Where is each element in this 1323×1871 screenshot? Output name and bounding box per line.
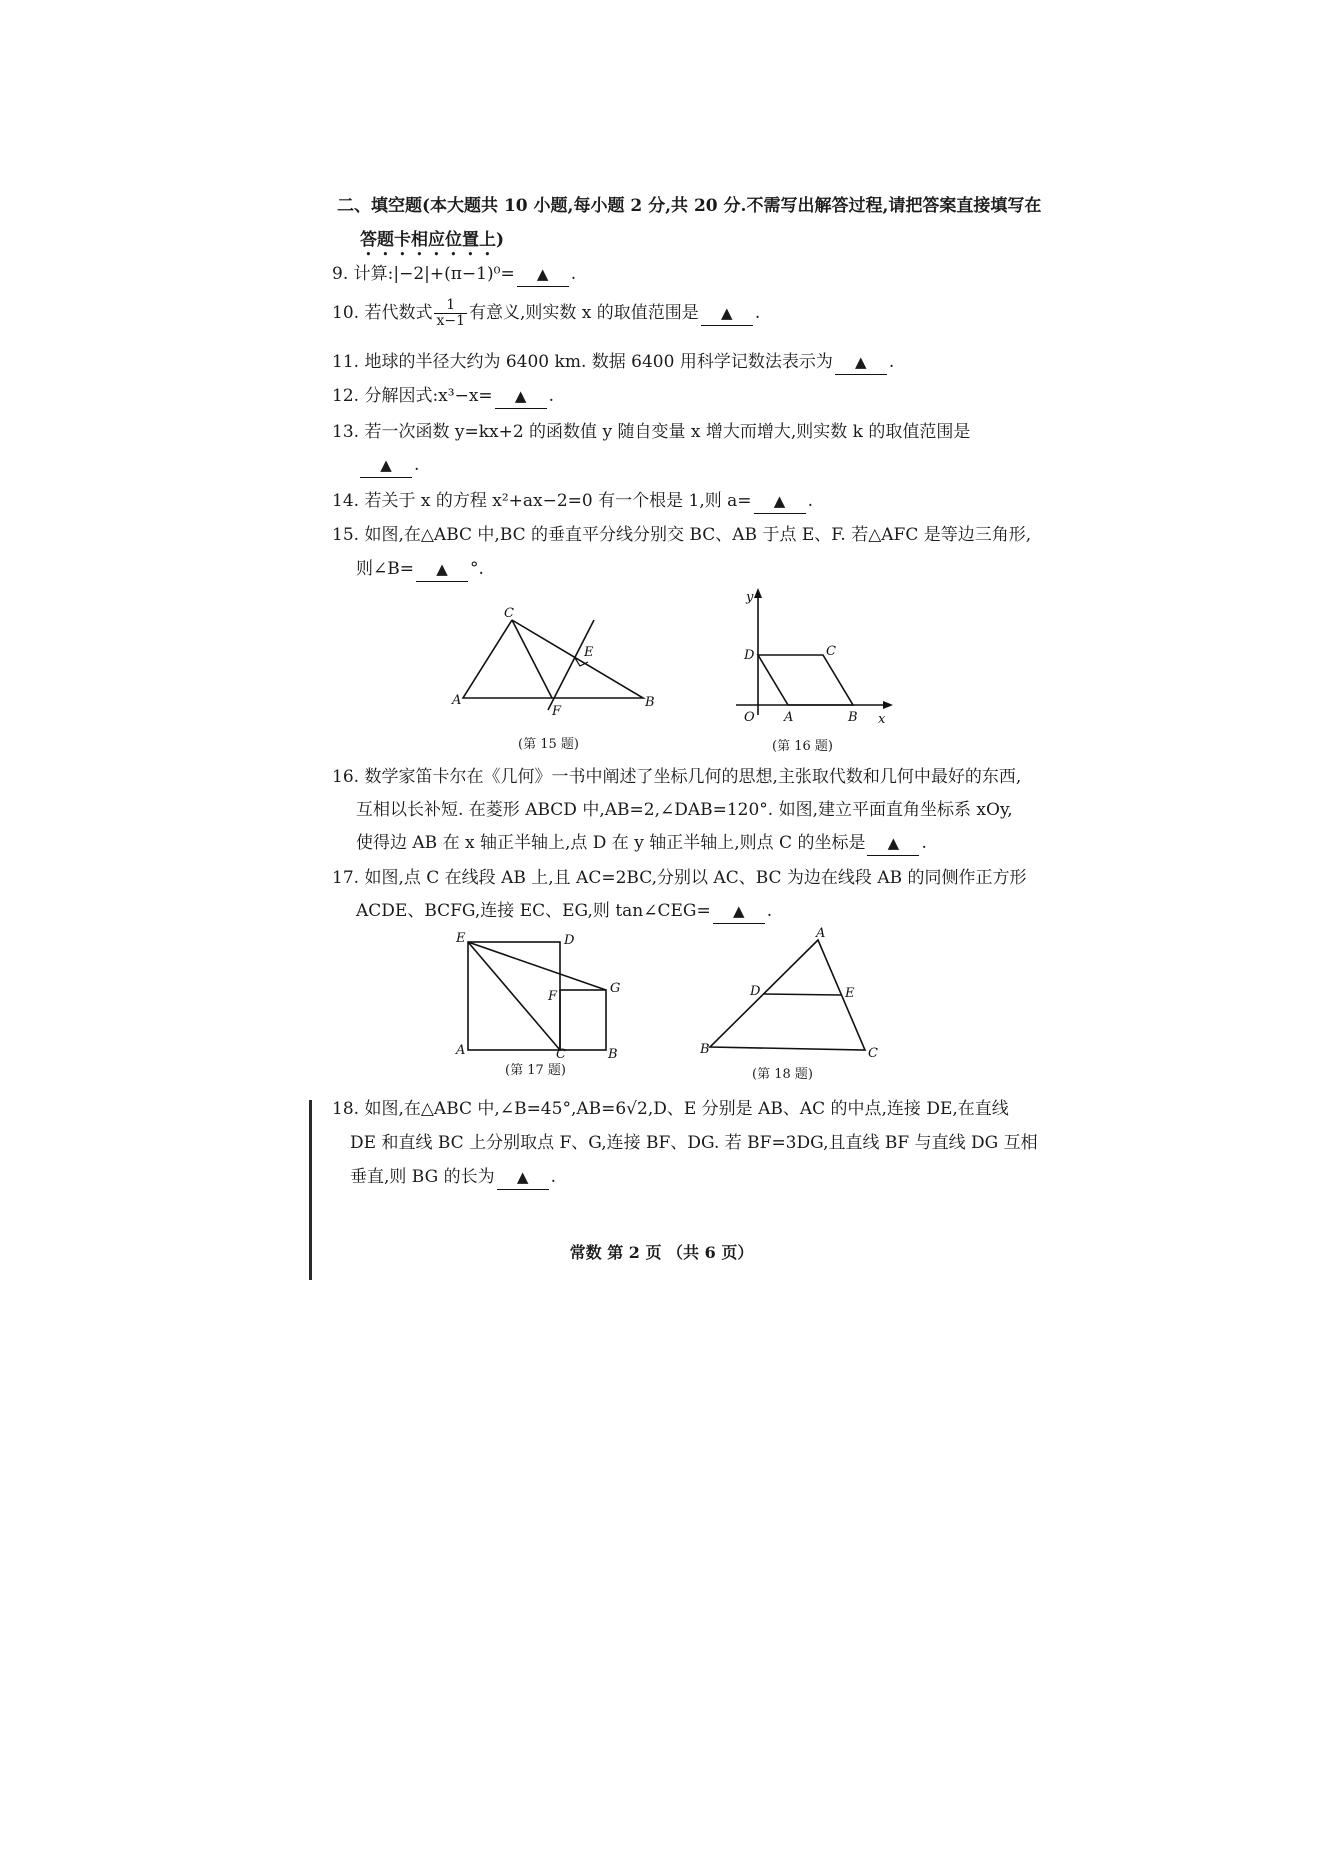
label-e: E bbox=[456, 931, 466, 946]
label-d: D bbox=[564, 933, 575, 948]
y-axis-arrow-icon bbox=[754, 588, 762, 598]
question-17-line2: ACDE、BCFG,连接 EC、EG,则 tan∠CEG= ▲ . bbox=[356, 899, 772, 924]
question-number: 9. bbox=[332, 264, 349, 284]
figure-15-caption: (第 15 题) bbox=[518, 737, 579, 752]
label-f: F bbox=[552, 704, 562, 719]
label-f: F bbox=[548, 989, 558, 1004]
answer-blank bbox=[360, 453, 412, 478]
answer-triangle-icon: ▲ bbox=[855, 353, 867, 371]
question-number: 11. bbox=[332, 352, 360, 372]
question-text: 若代数式 bbox=[364, 303, 433, 323]
question-16 bbox=[332, 765, 1021, 789]
answer-blank bbox=[713, 899, 765, 924]
question-text: 计算:|−2|+(π−1)⁰= bbox=[353, 264, 515, 284]
question-18-line3: 垂直,则 BG 的长为 ▲ . bbox=[350, 1165, 556, 1190]
question-number: 13. bbox=[332, 422, 360, 442]
answer-blank bbox=[754, 489, 806, 514]
answer-triangle-icon: ▲ bbox=[436, 560, 448, 578]
square-bcfg bbox=[560, 990, 606, 1050]
question-number: 18. bbox=[332, 1099, 360, 1119]
label-a: A bbox=[784, 710, 794, 725]
answer-triangle-icon: ▲ bbox=[516, 1168, 529, 1186]
question-number: 12. bbox=[332, 386, 360, 406]
question-number: 16. bbox=[332, 767, 360, 787]
figure-17-caption: (第 17 题) bbox=[505, 1063, 566, 1078]
question-14: 14. 若关于 x 的方程 x²+ax−2=0 有一个根是 1,则 a= ▲ . bbox=[332, 489, 813, 514]
label-d: D bbox=[750, 984, 761, 999]
question-16-line3: 使得边 AB 在 x 轴正半轴上,点 D 在 y 轴正半轴上,则点 C 的坐标是 ▲ . bbox=[356, 831, 927, 856]
question-text: 地球的半径大约为 6400 km. 数据 6400 用科学记数法表示为 bbox=[364, 352, 833, 372]
question-text: 分解因式:x³−x= bbox=[364, 386, 493, 406]
figure-16-caption: (第 16 题) bbox=[772, 739, 833, 754]
triangle-abc bbox=[463, 620, 643, 698]
question-15 bbox=[332, 523, 1031, 547]
answer-triangle-icon: ▲ bbox=[773, 492, 786, 510]
segment-de bbox=[764, 994, 841, 995]
question-number: 17. bbox=[332, 868, 360, 888]
question-11: 11. 地球的半径大约为 6400 km. 数据 6400 用科学记数法表示为 ▲ . bbox=[332, 350, 894, 375]
question-18 bbox=[332, 1097, 1009, 1121]
answer-blank bbox=[497, 1165, 549, 1190]
label-c: C bbox=[868, 1046, 878, 1060]
question-text: 如图,在△ABC 中,BC 的垂直平分线分别交 BC、AB 于点 E、F. 若△AFC 是等边三角形, bbox=[364, 525, 1032, 545]
answer-blank bbox=[495, 384, 547, 409]
section-heading-line2: 答题卡相应位置上) bbox=[360, 230, 505, 250]
rhombus-abcd bbox=[758, 655, 853, 705]
label-b: B bbox=[700, 1042, 710, 1057]
figure-18-caption: (第 18 题) bbox=[752, 1067, 813, 1082]
figure-17 bbox=[452, 930, 642, 1060]
answer-blank bbox=[701, 301, 753, 326]
question-text: 如图,点 C 在线段 AB 上,且 AC=2BC,分别以 AC、BC 为边在线段 AB 的同侧作正方形 bbox=[364, 868, 1027, 888]
fraction: $\frac{1}{x-1}$ bbox=[436, 297, 465, 329]
question-number: 10. bbox=[332, 303, 360, 323]
answer-blank bbox=[416, 557, 468, 582]
label-g: G bbox=[610, 981, 621, 996]
answer-triangle-icon: ▲ bbox=[514, 387, 527, 405]
question-number: 15. bbox=[332, 525, 360, 545]
label-y: y bbox=[746, 590, 754, 605]
label-a: A bbox=[816, 926, 826, 941]
label-c: C bbox=[826, 644, 836, 659]
figure-16 bbox=[728, 585, 898, 730]
answer-triangle-icon: ▲ bbox=[536, 265, 549, 283]
question-text: 数学家笛卡尔在《几何》一书中阐述了坐标几何的思想,主张取代数和几何中最好的东西, bbox=[364, 767, 1022, 787]
question-13-answer: ▲ . bbox=[358, 453, 419, 478]
answer-blank bbox=[867, 831, 919, 856]
question-16-line2: 互相以长补短. 在菱形 ABCD 中,AB=2,∠DAB=120°. 如图,建立平面直角坐标系 xOy, bbox=[356, 800, 1013, 820]
section-heading-line1: 二、填空题(本大题共 10 小题,每小题 2 分,共 20 分.不需写出解答过程,请把答案直接填写在 bbox=[337, 196, 1042, 216]
label-x: x bbox=[878, 712, 886, 727]
question-9: 9. 计算:|−2|+(π−1)⁰= ▲ . bbox=[332, 262, 576, 287]
question-13 bbox=[332, 420, 970, 444]
scan-edge-line bbox=[309, 1100, 312, 1280]
answer-triangle-icon: ▲ bbox=[732, 902, 745, 920]
label-e: E bbox=[584, 645, 594, 660]
figure-15 bbox=[448, 600, 658, 730]
question-17 bbox=[332, 866, 1027, 890]
answer-triangle-icon: ▲ bbox=[380, 456, 392, 474]
label-c: C bbox=[556, 1047, 566, 1060]
label-o: O bbox=[744, 710, 755, 725]
question-number: 14. bbox=[332, 491, 360, 511]
x-axis-arrow-icon bbox=[883, 701, 893, 709]
question-15-line2: 则∠B= ▲ °. bbox=[356, 557, 484, 582]
question-18-line2: DE 和直线 BC 上分别取点 F、G,连接 BF、DG. 若 BF=3DG,且直线 BF 与直线 DG 互相 bbox=[350, 1133, 1038, 1153]
label-b: B bbox=[645, 695, 655, 710]
question-12: 12. 分解因式:x³−x= ▲ . bbox=[332, 384, 554, 409]
label-a: A bbox=[452, 693, 462, 708]
label-d: D bbox=[744, 648, 755, 663]
answer-triangle-icon: ▲ bbox=[887, 834, 900, 852]
page-footer: 常数 第 2 页 （共 6 页） bbox=[569, 1243, 754, 1262]
answer-triangle-icon: ▲ bbox=[721, 304, 733, 322]
label-a: A bbox=[456, 1043, 466, 1058]
label-c: C bbox=[504, 606, 514, 621]
question-text: 如图,在△ABC 中,∠B=45°,AB=6√2,D、E 分别是 AB、AC 的中点,连接 DE,在直线 bbox=[364, 1099, 1009, 1119]
answer-blank bbox=[835, 350, 887, 375]
question-text: 若一次函数 y=kx+2 的函数值 y 随自变量 x 增大而增大,则实数 k 的取值范围是 bbox=[364, 422, 971, 442]
question-10: 10. 若代数式 $\frac{1}{x-1}$ 有意义,则实数 x 的取值范围是 ▲ . bbox=[332, 297, 761, 329]
answer-blank bbox=[517, 262, 569, 287]
label-e: E bbox=[845, 986, 855, 1001]
label-b: B bbox=[608, 1047, 618, 1060]
figure-18 bbox=[700, 925, 890, 1060]
question-text: 若关于 x 的方程 x²+ax−2=0 有一个根是 1,则 a= bbox=[364, 491, 752, 511]
label-b: B bbox=[848, 710, 858, 725]
